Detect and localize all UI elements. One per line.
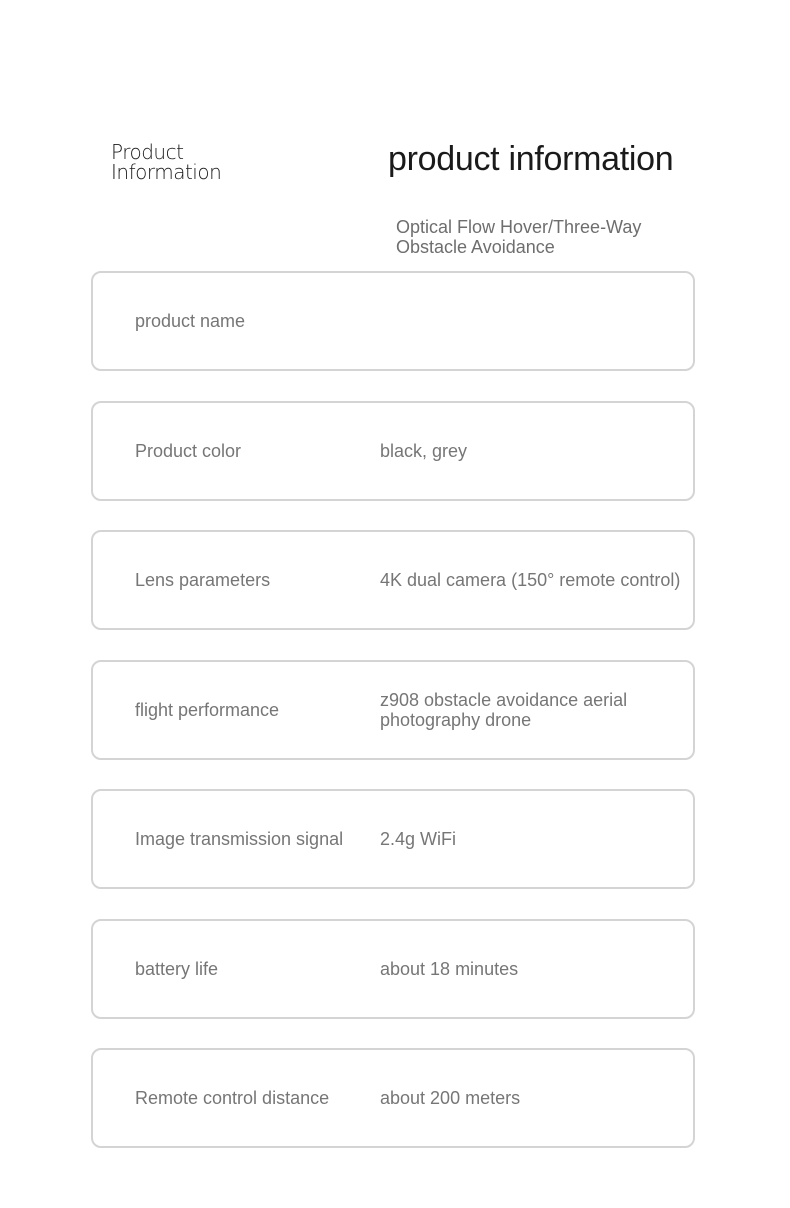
spec-label: battery life: [135, 959, 219, 979]
spec-label: Lens parameters: [135, 570, 271, 590]
spec-row-image-transmission: [91, 789, 695, 889]
spec-value: 4K dual camera (150° remote control): [380, 570, 681, 590]
spec-row-battery-life: [91, 919, 695, 1019]
page-title: product information: [388, 140, 674, 178]
spec-value: about 200 meters: [380, 1088, 521, 1108]
section-heading: [111, 142, 221, 182]
spec-row-product-color: [91, 401, 695, 501]
spec-label: Image transmission signal: [135, 829, 344, 849]
section-heading-line2: Information: [111, 160, 222, 184]
spec-row-lens-parameters: [91, 530, 695, 630]
product-subtitle: [396, 217, 696, 257]
spec-value: 2.4g WiFi: [380, 829, 457, 849]
spec-value: about 18 minutes: [380, 959, 519, 979]
spec-value: [380, 273, 685, 369]
spec-row-flight-performance: [91, 660, 695, 760]
spec-label: Remote control distance: [135, 1088, 330, 1108]
section-heading-line1: Product: [111, 140, 184, 164]
spec-label: product name: [135, 311, 246, 331]
spec-row-product-name: [91, 271, 695, 371]
spec-value: black, grey: [380, 441, 468, 461]
product-subtitle-line2: Obstacle Avoidance: [396, 237, 555, 257]
product-subtitle-line1: Optical Flow Hover/Three-Way: [396, 217, 642, 237]
spec-label: flight performance: [135, 700, 280, 720]
spec-value: z908 obstacle avoidance aerial photography drone: [380, 690, 628, 730]
spec-label: Product color: [135, 441, 242, 461]
spec-row-remote-distance: [91, 1048, 695, 1148]
